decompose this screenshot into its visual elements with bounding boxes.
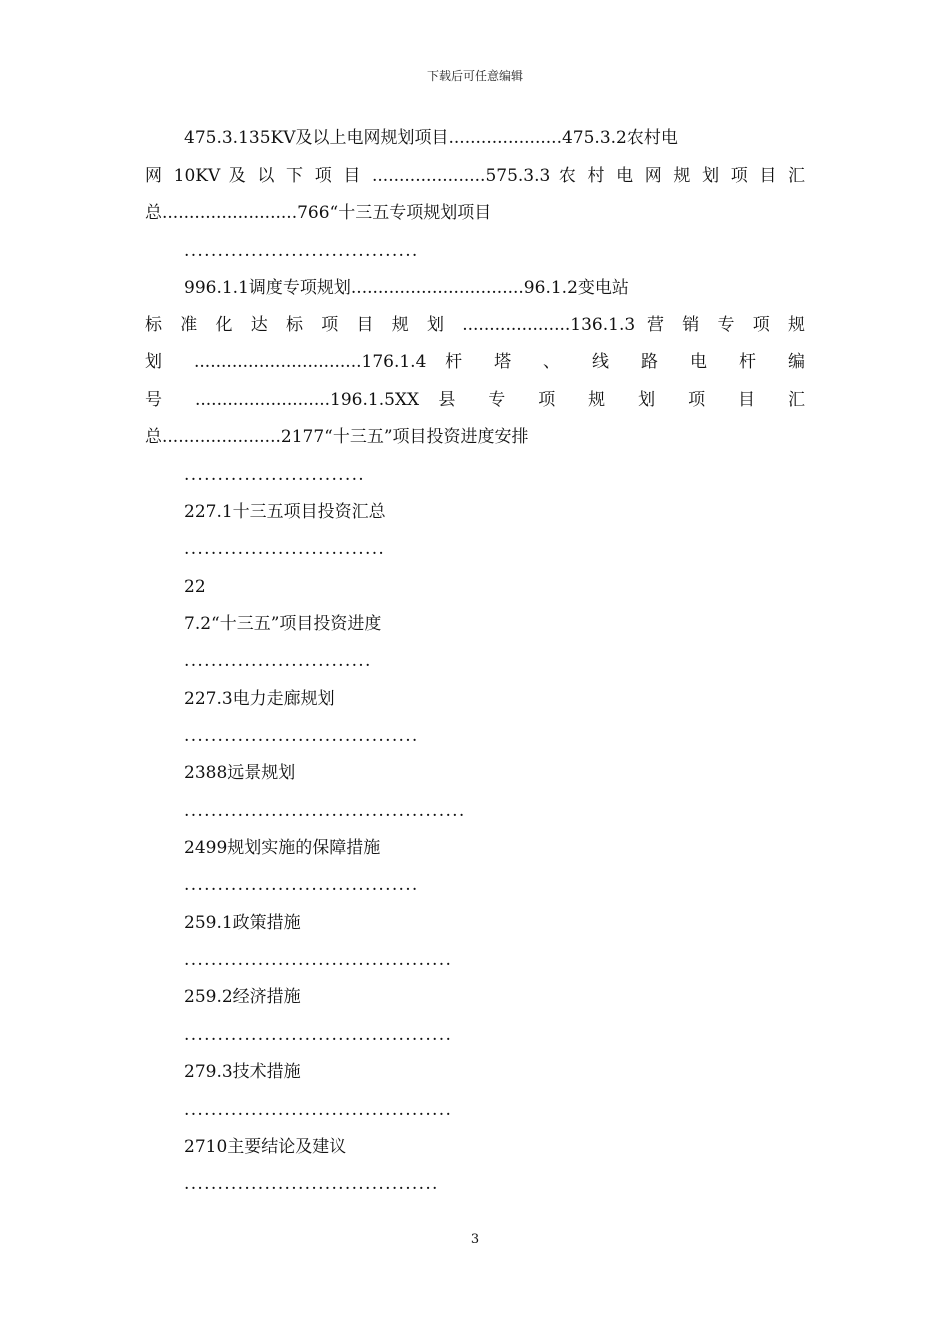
toc-leader-dots: ..........................................: [184, 801, 466, 821]
toc-leader-dots: ........................................: [184, 950, 453, 970]
page-number: 3: [470, 1232, 480, 1247]
toc-line: 标 准 化 达 标 项 目 规 划 ....................136.1.3 营 销 专 项 规: [145, 315, 805, 335]
toc-line: 划 ...............................176.1.4 杆 塔 、 线 路 电 杆 编: [145, 352, 805, 372]
toc-leader-dots: ......................................: [184, 1174, 439, 1194]
toc-leader-dots: ..............................: [184, 539, 386, 559]
toc-leader-dots: ........................................: [184, 1025, 453, 1045]
toc-leader-dots: ...................................: [184, 241, 419, 261]
toc-page-number: 22: [184, 577, 206, 597]
page-header: 下载后可任意编辑: [426, 69, 523, 83]
toc-leader-dots: ...................................: [184, 875, 419, 895]
toc-line: 259.1政策措施: [184, 913, 301, 933]
toc-line: 227.1十三五项目投资汇总: [184, 502, 386, 522]
toc-line: 227.3电力走廊规划: [184, 689, 335, 709]
toc-line: 996.1.1调度专项规划................................96.1.2变电站: [184, 278, 629, 298]
toc-line: 网 10KV 及 以 下 项 目 .....................575.3.3 农 村 电 网 规 划 项 目 汇: [145, 166, 805, 186]
toc-leader-dots: ............................: [184, 651, 372, 671]
toc-leader-dots: ...........................: [184, 465, 366, 485]
toc-line: 2388远景规划: [184, 763, 296, 783]
toc-line: 475.3.135KV及以上电网规划项目.....................475.3.2农村电: [184, 128, 678, 148]
toc-line: 259.2经济措施: [184, 987, 301, 1007]
toc-line: 2499规划实施的保障措施: [184, 838, 381, 858]
toc-line: 号 .........................196.1.5XX 县 专 项 规 划 项 目 汇: [145, 390, 805, 410]
toc-line: 279.3技术措施: [184, 1062, 301, 1082]
toc-leader-dots: ...................................: [184, 726, 419, 746]
toc-line: 总.........................766“十三五专项规划项目: [145, 203, 492, 223]
toc-line: 2710主要结论及建议: [184, 1137, 347, 1157]
toc-line: 7.2“十三五”项目投资进度: [184, 614, 382, 634]
toc-leader-dots: ........................................: [184, 1100, 453, 1120]
toc-line: 总......................2177“十三五”项目投资进度安排: [145, 427, 529, 447]
